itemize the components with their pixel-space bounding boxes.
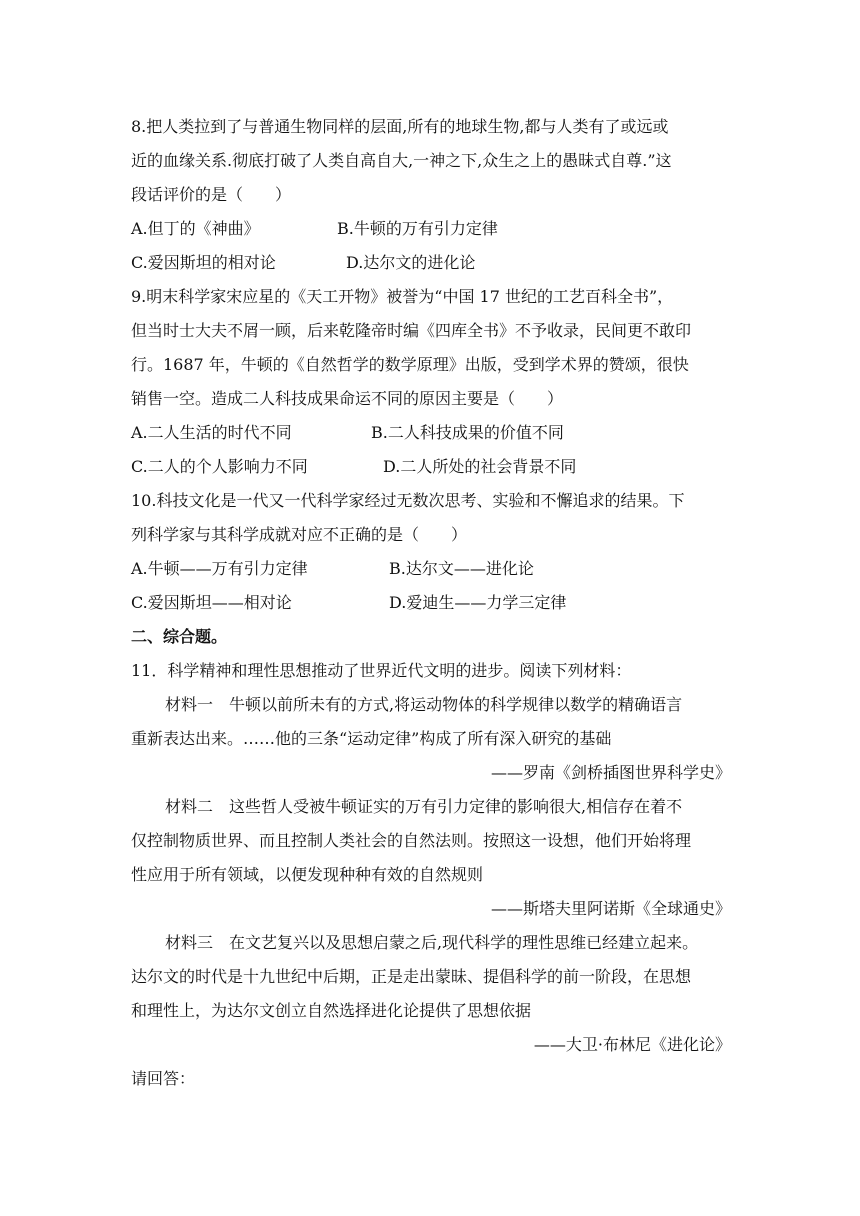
question-10-options-row-2 xyxy=(131,586,731,620)
question-10-option-a: A.牛顿——万有引力定律 xyxy=(131,559,308,578)
question-9 xyxy=(131,280,731,484)
question-11 xyxy=(131,654,731,1096)
material-2 xyxy=(131,790,731,926)
question-9-line-4: 销售一空。造成二人科技成果命运不同的原因主要是（ ） xyxy=(131,389,564,408)
question-9-options-row-2 xyxy=(131,450,731,484)
material-1-line-1: 材料一 牛顿以前所未有的方式,将运动物体的科学规律以数学的精确语言 xyxy=(165,695,683,714)
question-8-option-c: C.爱因斯坦的相对论 xyxy=(131,253,276,272)
question-9-line-3: 行。1687 年，牛顿的《自然哲学的数学原理》出版，受到学术界的赞颂，很快 xyxy=(131,355,689,374)
question-10-options-row-1 xyxy=(131,552,731,586)
material-2-line-1: 材料二 这些哲人受被牛顿证实的万有引力定律的影响很大,相信存在着不 xyxy=(165,797,683,816)
question-11-prompt: 请回答： xyxy=(131,1069,196,1088)
question-9-option-c: C.二人的个人影响力不同 xyxy=(131,457,308,476)
question-9-option-a: A.二人生活的时代不同 xyxy=(131,423,292,442)
material-3-line-1: 材料三 在文艺复兴以及思想启蒙之后,现代科学的理性思维已经建立起来。 xyxy=(165,933,699,952)
material-3-line-3: 和理性上，为达尔文创立自然选择进化论提供了思想依据 xyxy=(131,1001,532,1020)
question-9-option-d: D.二人所处的社会背景不同 xyxy=(383,457,577,476)
material-3-line-2: 达尔文的时代是十九世纪中后期，正是走出蒙昧、提倡科学的前一阶段，在思想 xyxy=(131,967,692,986)
question-8-option-b: B.牛顿的万有引力定律 xyxy=(337,219,498,238)
question-10-line-1: 10.科技文化是一代又一代科学家经过无数次思考、实验和不懈追求的结果。下 xyxy=(131,491,685,510)
material-2-line-2: 仅控制物质世界、而且控制人类社会的自然法则。按照这一设想，他们开始将理 xyxy=(131,831,692,850)
question-8 xyxy=(131,110,731,280)
question-8-options-row-1 xyxy=(131,212,731,246)
question-10-option-d: D.爱迪生——力学三定律 xyxy=(389,593,567,612)
material-2-line-3: 性应用于所有领域，以便发现种种有效的自然规则 xyxy=(131,865,484,884)
question-8-option-d: D.达尔文的进化论 xyxy=(346,253,476,272)
material-1-line-2: 重新表达出来。……他的三条“运动定律”构成了所有深入研究的基础 xyxy=(131,729,612,748)
question-9-line-2: 但当时士大夫不屑一顾，后来乾隆帝时编《四库全书》不予收录，民间更不敢印 xyxy=(131,321,692,340)
question-8-line-1: 8.把人类拉到了与普通生物同样的层面,所有的地球生物,都与人类有了或远或 xyxy=(131,117,669,136)
material-3 xyxy=(131,926,731,1062)
question-10-line-2: 列科学家与其科学成就对应不正确的是（ ） xyxy=(131,525,468,544)
question-8-option-a: A.但丁的《神曲》 xyxy=(131,219,260,238)
material-3-source: ——大卫·布林尼《进化论》 xyxy=(533,1035,731,1054)
question-8-line-3: 段话评价的是（ ） xyxy=(131,185,292,204)
section-2-heading: 二、综合题。 xyxy=(131,627,228,646)
material-1 xyxy=(131,688,731,790)
material-2-source: ——斯塔夫里阿诺斯《全球通史》 xyxy=(490,899,731,918)
question-11-intro: 11．科学精神和理性思想推动了世界近代文明的进步。阅读下列材料： xyxy=(131,661,632,680)
question-9-option-b: B.二人科技成果的价值不同 xyxy=(371,423,564,442)
question-10-option-b: B.达尔文——进化论 xyxy=(389,559,534,578)
material-1-source: ——罗南《剑桥插图世界科学史》 xyxy=(490,763,731,782)
question-8-line-2: 近的血缘关系.彻底打破了人类自高自大,一神之下,众生之上的愚昧式自尊.”这 xyxy=(131,151,672,170)
question-9-line-1: 9.明末科学家宋应星的《天工开物》被誉为“中国 17 世纪的工艺百科全书”， xyxy=(131,287,674,306)
question-10-option-c: C.爱因斯坦——相对论 xyxy=(131,593,292,612)
question-9-options-row-1 xyxy=(131,416,731,450)
question-10 xyxy=(131,484,731,620)
document-content xyxy=(131,110,731,1096)
question-8-options-row-2 xyxy=(131,246,731,280)
